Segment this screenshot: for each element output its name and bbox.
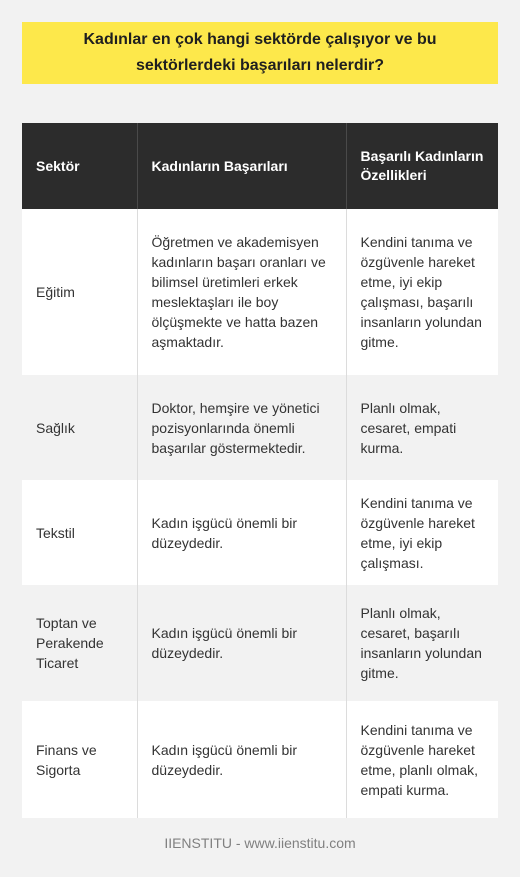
cell-traits: Planlı olmak, cesaret, empati kurma. [346,375,498,480]
data-table [22,123,498,818]
footer-credit: IIENSTITU - www.iienstitu.com [164,835,356,851]
table-row [22,375,498,480]
table-row [22,701,498,818]
cell-traits: Kendini tanıma ve özgüvenle hareket etme, iyi ekip çalışması. [346,480,498,585]
cell-achievements: Doktor, hemşire ve yönetici pozisyonlarında önemli başarılar göstermektedir. [137,375,346,480]
cell-traits: Kendini tanıma ve özgüvenle hareket etme, iyi ekip çalışması, başarılı insanların yolundan gitme. [346,209,498,375]
column-header-sector: Sektör [22,123,137,209]
column-header-achievements: Kadınların Başarıları [137,123,346,209]
cell-traits: Kendini tanıma ve özgüvenle hareket etme, planlı olmak, empati kurma. [346,701,498,818]
cell-sector: Eğitim [22,209,137,375]
cell-achievements: Kadın işgücü önemli bir düzeydedir. [137,480,346,585]
table-row [22,585,498,701]
cell-achievements: Kadın işgücü önemli bir düzeydedir. [137,585,346,701]
table-header-row [22,123,498,209]
page-title: Kadınlar en çok hangi sektörde çalışıyor ve bu sektörlerdeki başarıları nelerdir? [83,31,437,74]
table-row [22,209,498,375]
cell-sector: Toptan ve Perakende Ticaret [22,585,137,701]
cell-sector: Tekstil [22,480,137,585]
column-header-traits: Başarılı Kadınların Özellikleri [346,123,498,209]
cell-sector: Sağlık [22,375,137,480]
title-banner [22,22,498,84]
cell-traits: Planlı olmak, cesaret, başarılı insanların yolundan gitme. [346,585,498,701]
cell-achievements: Kadın işgücü önemli bir düzeydedir. [137,701,346,818]
cell-sector: Finans ve Sigorta [22,701,137,818]
cell-achievements: Öğretmen ve akademisyen kadınların başarı oranları ve bilimsel üretimleri erkek meslektaşları ile boy ölçüşmekte ve hatta bazen aşmaktadır. [137,209,346,375]
table-row [22,480,498,585]
